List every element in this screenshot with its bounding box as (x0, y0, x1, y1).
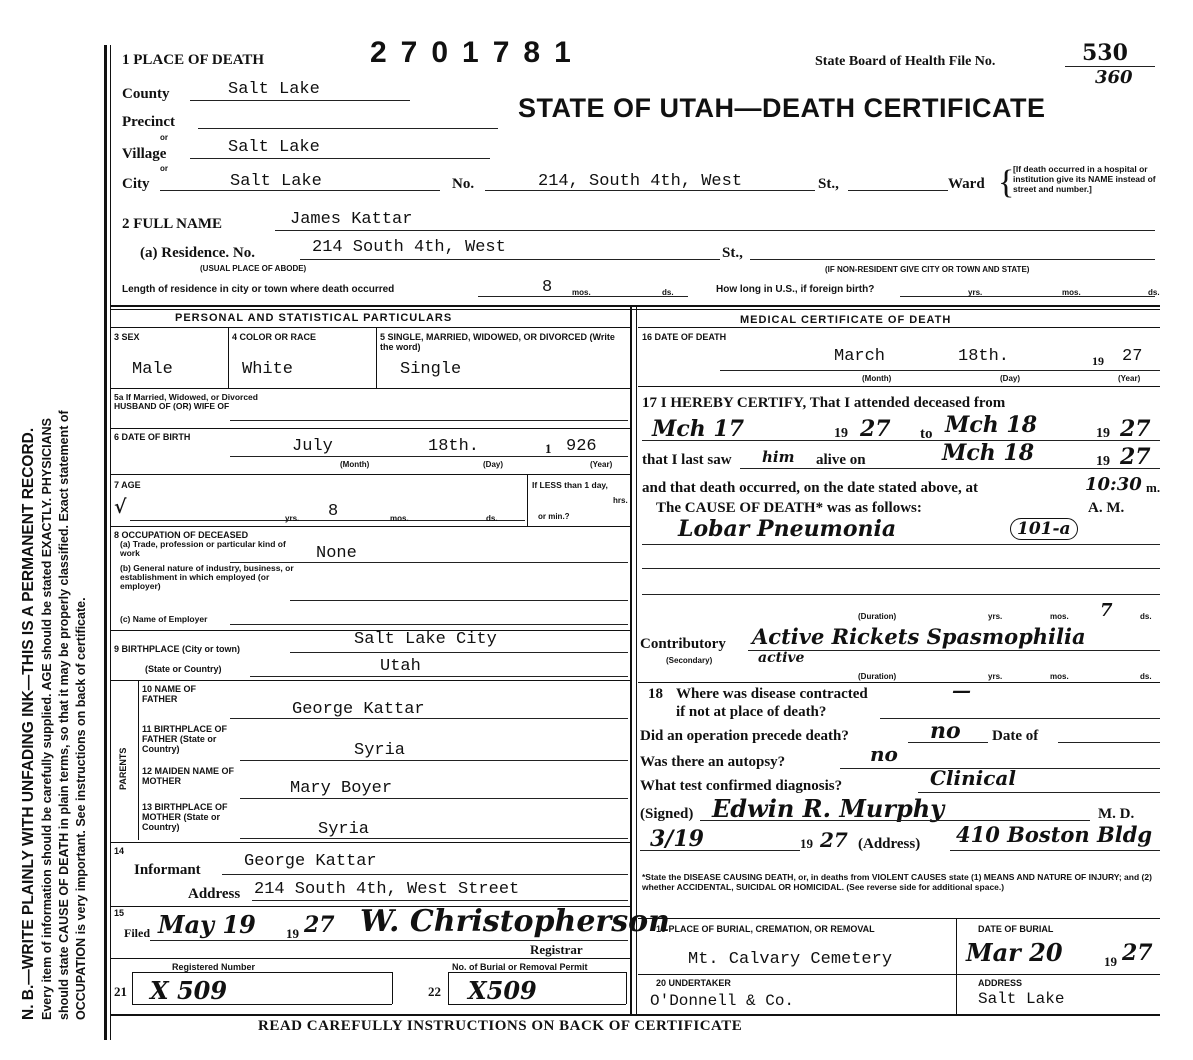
side-text-line1: N. B.—WRITE PLAINLY WITH UNFADING INK—THIS IS A PERMANENT RECORD. (20, 427, 37, 1020)
informant-value: George Kattar (244, 852, 377, 871)
reg-num-value: X 509 (150, 976, 228, 1005)
street-value: 214, South 4th, West (538, 172, 743, 191)
occ-a: (a) Trade, profession or particular kind of work (120, 539, 286, 558)
row3-line (110, 474, 630, 475)
permit-box-top (448, 972, 626, 973)
father-value: George Kattar (292, 700, 425, 719)
age-yrs: yrs. (285, 514, 300, 523)
how-long-label: How long in U.S., if foreign birth? (716, 284, 875, 295)
informant-label: Informant (134, 862, 201, 878)
to-date: Mch 18 (945, 412, 1038, 438)
village-line (190, 158, 490, 159)
footnote: *State the DISEASE CAUSING DEATH, or, in deaths from VIOLENT CAUSES state (1) MEANS AND NATURE OF INJURY; and (2) whether ACCIDENTAL, SUICIDAL OR HOMICIDAL. (See reverse side for additional space.) (642, 872, 1152, 892)
cause-line2 (642, 568, 1160, 569)
dob-month-lbl: (Month) (340, 460, 370, 469)
med-row2-line (638, 682, 1160, 683)
secondary-lbl: (Secondary) (666, 656, 713, 665)
certify-text: 17 I HEREBY CERTIFY, That I attended deceased from (642, 395, 1006, 411)
operation-line (908, 742, 988, 743)
alive-year: 27 (1120, 444, 1151, 470)
precinct-label: Precinct (122, 114, 176, 130)
county-line (190, 100, 410, 101)
hrs-label: hrs. (613, 496, 628, 505)
registrar-signature: W. Christopherson (360, 904, 670, 939)
autopsy-value: no (870, 742, 898, 766)
burial-divider (956, 918, 957, 1014)
occupation-value: None (316, 544, 357, 563)
contributory-label: Contributory (640, 636, 726, 652)
ward-note: [If death occurred in a hospital or institution give its NAME instead of street and number.] (1013, 164, 1156, 194)
row6-line (110, 680, 630, 681)
sign-date-line (640, 850, 800, 851)
reg-num-label: Registered Number (172, 962, 256, 972)
occ-c: (c) Name of Employer (120, 614, 208, 624)
alive-date: Mch 18 (942, 440, 1035, 466)
footer-text: READ CAREFULLY INSTRUCTIONS ON BACK OF CERTIFICATE (258, 1018, 743, 1034)
duration-mos: mos. (1050, 612, 1069, 621)
death-year-prefix: 19 (1092, 354, 1104, 368)
county-label: County (122, 86, 170, 102)
birthplace-state: Utah (380, 657, 421, 676)
alive-on: alive on (816, 452, 866, 468)
place-of-death-label: 1 PLACE OF DEATH (122, 52, 265, 68)
usual-place: (USUAL PLACE OF ABODE) (200, 264, 307, 273)
side-text-line2: Every item of information should be carefully supplied. AGE should be stated EXACTLY. PHYSICIANS (40, 418, 54, 1020)
personal-header: PERSONAL AND STATISTICAL PARTICULARS (175, 312, 453, 324)
mother-line (240, 798, 628, 799)
village-or: or (160, 133, 168, 142)
cause-value: Lobar Pneumonia (678, 516, 897, 542)
file-no-value: 530 (1082, 40, 1128, 66)
undertaker-addr-value: Salt Lake (978, 990, 1065, 1008)
him: him (762, 448, 795, 466)
duration-ds: ds. (1140, 612, 1152, 621)
to-label: to (920, 426, 933, 442)
death-day-lbl: (Day) (1000, 374, 1021, 383)
from-date: Mch 17 (652, 416, 745, 442)
contributory-line (748, 650, 1160, 651)
birthplace-state-line (250, 676, 628, 677)
death-year: 27 (1122, 347, 1143, 366)
precinct-line (198, 128, 498, 129)
num18: 18 (648, 686, 663, 702)
physician-signature: Edwin R. Murphy (712, 794, 945, 823)
contrib-ds: ds. (1140, 672, 1152, 681)
row7-line (110, 842, 630, 843)
reg-box-bottom (132, 1004, 392, 1005)
father-line (230, 718, 628, 719)
burial-year: 27 (1122, 940, 1153, 966)
left-border-inner (110, 45, 111, 1040)
filed-label: Filed (124, 926, 150, 940)
mother-bp-line (240, 838, 628, 839)
mother-bp-value: Syria (318, 820, 370, 839)
occ-line-c (230, 624, 628, 625)
date-of-label: Date of (992, 728, 1039, 744)
address-line (252, 900, 628, 901)
parents-label: PARENTS (118, 747, 128, 790)
md-label: M. D. (1098, 806, 1135, 822)
burial-year-prefix: 19 (1104, 954, 1117, 969)
informant-line (222, 874, 628, 875)
row9-line (110, 958, 630, 959)
sex-divider (228, 328, 229, 388)
non-resident: (IF NON-RESIDENT GIVE CITY OR TOWN AND STATE) (825, 265, 1030, 274)
dob-year-lbl: (Year) (590, 460, 613, 469)
q18-value: — (952, 680, 971, 702)
registrar-label: Registrar (530, 942, 583, 957)
father-label: 10 NAME OF FATHER (142, 684, 197, 704)
to-year: 27 (1120, 416, 1151, 442)
undertaker-value: O'Donnell & Co. (650, 992, 795, 1010)
filed-value: May 19 (158, 910, 256, 939)
burial-place-value: Mt. Calvary Cemetery (688, 950, 893, 969)
burial-date-label: DATE OF BURIAL (978, 924, 1054, 934)
test-label: What test confirmed diagnosis? (640, 778, 843, 794)
permit-box-left (448, 972, 449, 1004)
village-value: Salt Lake (228, 138, 320, 157)
duration-yrs: yrs. (988, 612, 1003, 621)
st-line (848, 190, 948, 191)
length-mos: mos. (572, 288, 591, 297)
serial-number: 2701781 (370, 36, 585, 69)
header-under-right (638, 327, 1160, 328)
less-than: If LESS than 1 day, (532, 480, 608, 490)
row4-line (110, 526, 630, 527)
m-label: m. (1146, 480, 1161, 495)
to-year-prefix: 19 (1096, 426, 1110, 441)
residence-st-line (750, 259, 1155, 260)
burial-permit-label: No. of Burial or Removal Permit (452, 962, 588, 972)
signed-label: (Signed) (640, 806, 694, 822)
burial-permit-value: X509 (468, 976, 537, 1005)
reg-box-top (132, 972, 392, 973)
address-label: Address (188, 886, 241, 902)
duration-value: 7 (1100, 600, 1113, 621)
operation-label: Did an operation precede death? (640, 728, 849, 744)
cause-code: 101-a (1010, 518, 1078, 540)
left-border (104, 45, 107, 1040)
dob-year: 926 (566, 437, 597, 456)
length-label: Length of residence in city or town where death occurred (122, 284, 395, 295)
row2-line (110, 428, 630, 429)
contrib-mos: mos. (1050, 672, 1069, 681)
how-long-yrs: yrs. (968, 288, 983, 297)
address-med-label: (Address) (858, 836, 921, 852)
no-label: No. (452, 176, 475, 192)
physician-address: 410 Boston Bldg (956, 822, 1153, 847)
from-year: 27 (860, 416, 891, 442)
side-text-line4: OCCUPATION is very important. See instructions on back of certificate. (74, 597, 88, 1020)
q18a: Where was disease contracted (676, 686, 868, 702)
birthplace-label: 9 BIRTHPLACE (City or town) (114, 644, 240, 654)
age-label: 7 AGE (114, 480, 141, 490)
city-value: Salt Lake (230, 172, 322, 191)
address-value: 214 South 4th, West Street (254, 880, 520, 899)
from-year-prefix: 19 (834, 426, 848, 441)
section-top-line (110, 305, 1160, 307)
alive-line (740, 468, 1160, 469)
residence-label: (a) Residence. No. (140, 245, 255, 261)
footer-line (110, 1014, 1160, 1016)
sign-year: 27 (820, 828, 848, 852)
am-label: A. M. (1088, 500, 1125, 516)
date-of-line (1058, 742, 1160, 743)
contributory-value: Active Rickets Spasmophilia (752, 624, 1086, 649)
residence-line (300, 259, 720, 260)
min-label: or min.? (538, 512, 570, 521)
parents-divider (138, 680, 139, 840)
cause-line3 (642, 594, 1160, 595)
death-month-lbl: (Month) (862, 374, 892, 383)
birthplace-line (290, 652, 628, 653)
undertaker-addr-label: ADDRESS (978, 978, 1023, 988)
spouse-label: 5a If Married, Widowed, or Divorced HUSBAND OF (OR) WIFE OF (114, 392, 258, 411)
reg-box-left (132, 972, 133, 1004)
sex-value: Male (132, 360, 173, 379)
mother-value: Mary Boyer (290, 779, 393, 798)
sign-date: 3/19 (650, 826, 704, 852)
dob-day: 18th. (428, 437, 480, 456)
death-year-lbl: (Year) (1118, 374, 1141, 383)
num21: 21 (114, 984, 127, 999)
med-row1-line (638, 386, 1160, 387)
autopsy-label: Was there an autopsy? (640, 754, 786, 770)
filed-line (150, 940, 628, 941)
birthplace-city: Salt Lake City (354, 630, 497, 649)
dob-line (230, 456, 628, 457)
test-value: Clinical (930, 766, 1016, 790)
date-death-label: 16 DATE OF DEATH (642, 332, 727, 342)
row1-line (110, 388, 630, 389)
permit-box-right (626, 972, 627, 1004)
filed-year-prefix: 19 (286, 926, 299, 941)
section-top-line2 (110, 309, 1160, 310)
color-divider (376, 328, 377, 388)
ward-label: Ward (948, 176, 985, 192)
age-ds: ds. (486, 514, 498, 523)
color-value: White (242, 360, 294, 379)
how-long-line (900, 296, 1155, 297)
mother-bp-label: 13 BIRTHPLACE OF MOTHER (State or Country) (142, 802, 228, 832)
mother-label: 12 MAIDEN NAME OF MOTHER (142, 766, 235, 786)
address-med-line (950, 850, 1160, 851)
age-mos-value: 8 (328, 502, 339, 521)
occ-line-b (290, 600, 628, 601)
sign-year-prefix: 19 (800, 836, 813, 851)
alive-year-prefix: 19 (1096, 454, 1110, 469)
city-or: or (160, 164, 168, 173)
marital-label: 5 SINGLE, MARRIED, WIDOWED, OR DIVORCED (Write the word) (380, 332, 615, 352)
dob-month: July (292, 437, 333, 456)
contributory-note: active (758, 650, 805, 666)
burial-date-value: Mar 20 (966, 938, 1063, 967)
q18b: if not at place of death? (676, 704, 827, 720)
q18-line (880, 718, 1160, 719)
med-row4-line (638, 974, 1160, 975)
header-under-left (110, 327, 630, 328)
filed-year: 27 (304, 912, 335, 938)
med-row3-line (638, 918, 1160, 919)
test-line (918, 792, 1160, 793)
duration-lbl: (Duration) (858, 612, 897, 621)
reg-box-right (392, 972, 393, 1004)
death-month: March (834, 347, 886, 366)
last-saw: that I last saw (642, 452, 732, 468)
death-time: 10:30 (1085, 474, 1142, 495)
side-text-line3: should state CAUSE OF DEATH in plain terms, so that it may be properly classified. Exact statement of (57, 410, 71, 1020)
medical-header: MEDICAL CERTIFICATE OF DEATH (740, 314, 952, 326)
contrib-yrs: yrs. (988, 672, 1003, 681)
dob-label: 6 DATE OF BIRTH (114, 432, 191, 442)
dob-day-lbl: (Day) (483, 460, 504, 469)
residence-value: 214 South 4th, West (312, 238, 506, 257)
dob-year-prefix: 1 (545, 441, 552, 456)
occurred-text: and that death occurred, on the date stated above, at (642, 480, 978, 496)
st-label: St., (818, 176, 839, 192)
num22: 22 (428, 984, 441, 999)
residence-st: St., (722, 245, 743, 261)
father-bp-label: 11 BIRTHPLACE OF FATHER (State or Country) (142, 724, 228, 754)
length-ds: ds. (662, 288, 674, 297)
contrib-duration-lbl: (Duration) (858, 672, 897, 681)
age-check: √ (114, 496, 127, 518)
certificate-title: STATE OF UTAH—DEATH CERTIFICATE (518, 93, 1046, 123)
county-value: Salt Lake (228, 80, 320, 99)
undertaker-label: 20 UNDERTAKER (656, 978, 731, 988)
city-label: City (122, 176, 150, 192)
death-day: 18th. (958, 347, 1010, 366)
father-bp-line (240, 760, 628, 761)
color-label: 4 COLOR OR RACE (232, 332, 317, 342)
full-name-line (275, 230, 1155, 231)
full-name-value: James Kattar (290, 210, 413, 229)
file-no-value2: 360 (1095, 67, 1133, 88)
death-date-line (720, 370, 1160, 371)
length-value: 8 (542, 278, 553, 297)
village-label: Village (122, 146, 167, 162)
permit-box-bottom (448, 1004, 626, 1005)
state-country-label: (State or Country) (145, 664, 222, 674)
marital-value: Single (400, 360, 462, 379)
attend-line (642, 440, 1160, 441)
how-long-ds: ds. (1148, 288, 1160, 297)
how-long-mos: mos. (1062, 288, 1081, 297)
sex-label: 3 SEX (114, 332, 140, 342)
occ-b: (b) General nature of industry, business, or establishment in which employed (or employer) (120, 563, 294, 591)
file-no-label: State Board of Health File No. (815, 54, 996, 69)
operation-value: no (930, 718, 961, 744)
occupation-label: 8 OCCUPATION OF DECEASED (114, 530, 249, 540)
age-divider (527, 474, 528, 526)
num14: 14 (114, 846, 125, 856)
full-name-label: 2 FULL NAME (122, 216, 223, 232)
ward-brace: { (998, 164, 1015, 201)
burial-place-label: 19 PLACE OF BURIAL, CREMATION, OR REMOVAL (656, 924, 875, 934)
age-mos: mos. (390, 514, 409, 523)
signed-line (700, 820, 1090, 821)
num15: 15 (114, 908, 125, 918)
spouse-line (230, 420, 628, 421)
cause-line1 (642, 544, 1160, 545)
cause-label: The CAUSE OF DEATH* was as follows: (656, 500, 922, 516)
father-bp-value: Syria (354, 741, 406, 760)
